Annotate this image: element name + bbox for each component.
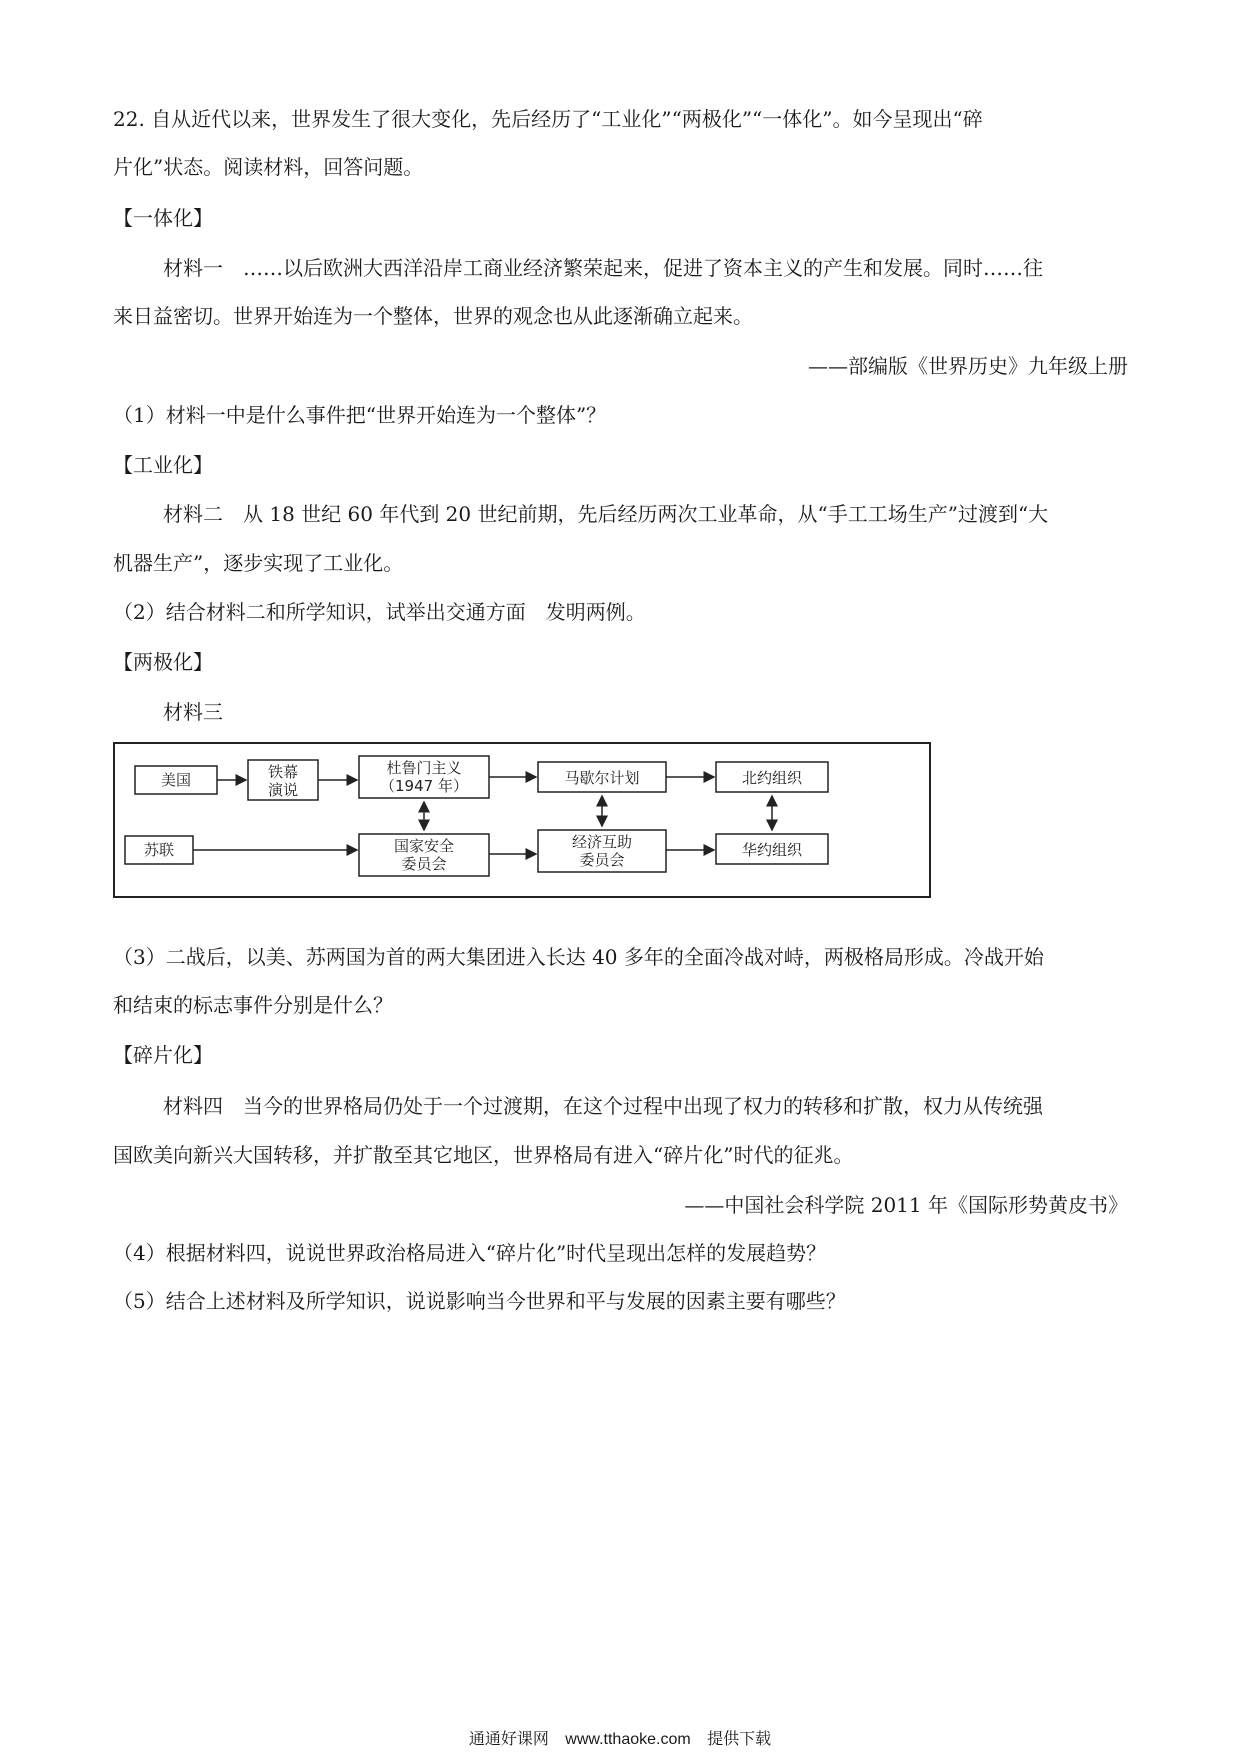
node-usa: 美国	[160, 771, 192, 789]
footer-tagline: 提供下载	[707, 1731, 772, 1748]
question-2: （2）结合材料二和所学知识，试举出交通方面 发明两例。	[113, 600, 646, 624]
question-4: （4）根据材料四，说说世界政治格局进入“碎片化”时代呈现出怎样的发展趋势？	[113, 1241, 827, 1265]
node-comecon-2: 委员会	[579, 851, 625, 869]
node-marshall: 马歇尔计划	[564, 769, 640, 787]
material-one-line2: 来日益密切。世界开始连为一个整体，世界的观念也从此逐渐确立起来。	[113, 304, 753, 328]
node-warsaw: 华约组织	[741, 841, 803, 859]
page-footer	[0, 1726, 1240, 1749]
node-iron-curtain-2: 演说	[267, 781, 299, 799]
question-1: （1）材料一中是什么事件把“世界开始连为一个整体”？	[113, 403, 607, 427]
node-kgb-2: 委员会	[401, 855, 447, 873]
question-intro-line2: 片化”状态。阅读材料，回答问题。	[113, 155, 424, 179]
node-kgb-1: 国家安全	[393, 837, 455, 855]
heading-integration: 【一体化】	[113, 206, 213, 230]
cold-war-diagram	[113, 742, 931, 898]
node-ussr: 苏联	[143, 841, 175, 859]
node-iron-curtain-1: 铁幕	[267, 763, 299, 781]
material-one-source: ——部编版《世界历史》九年级上册	[808, 354, 1128, 378]
node-nato: 北约组织	[741, 769, 803, 787]
material-two-line1: 材料二 从 18 世纪 60 年代到 20 世纪前期，先后经历两次工业革命，从“手工工场生产”过渡到“大	[163, 502, 1049, 526]
question-intro-line1: 22. 自从近代以来，世界发生了很大变化，先后经历了“工业化”“两极化”“一体化”。如今呈现出“碎	[113, 107, 983, 131]
footer-site-name: 通通好课网	[468, 1731, 549, 1748]
node-truman-1: 杜鲁门主义	[386, 759, 462, 777]
material-four-line1: 材料四 当今的世界格局仍处于一个过渡期，在这个过程中出现了权力的转移和扩散，权力从传统强	[163, 1094, 1043, 1118]
question-3-line1: （3）二战后，以美、苏两国为首的两大集团进入长达 40 多年的全面冷战对峙，两极格局形成。冷战开始	[113, 945, 1044, 969]
material-two-line2: 机器生产”，逐步实现了工业化。	[113, 551, 404, 575]
footer-url[interactable]: www.tthaoke.com	[565, 1731, 691, 1748]
question-3-line2: 和结束的标志事件分别是什么？	[113, 993, 393, 1017]
heading-bipolarization: 【两极化】	[113, 650, 213, 674]
material-one-line1: 材料一 ……以后欧洲大西洋沿岸工商业经济繁荣起来，促进了资本主义的产生和发展。同时……往	[163, 256, 1043, 280]
heading-fragmentation: 【碎片化】	[113, 1043, 213, 1067]
question-5: （5）结合上述材料及所学知识，说说影响当今世界和平与发展的因素主要有哪些？	[113, 1289, 846, 1313]
material-four-line2: 国欧美向新兴大国转移，并扩散至其它地区，世界格局有进入“碎片化”时代的征兆。	[113, 1143, 854, 1167]
node-truman-2: （1947 年）	[380, 777, 468, 795]
material-four-source: ——中国社会科学院 2011 年《国际形势黄皮书》	[684, 1193, 1128, 1217]
heading-industrialization: 【工业化】	[113, 453, 213, 477]
node-comecon-1: 经济互助	[571, 833, 633, 851]
material-three-label: 材料三	[163, 700, 223, 724]
